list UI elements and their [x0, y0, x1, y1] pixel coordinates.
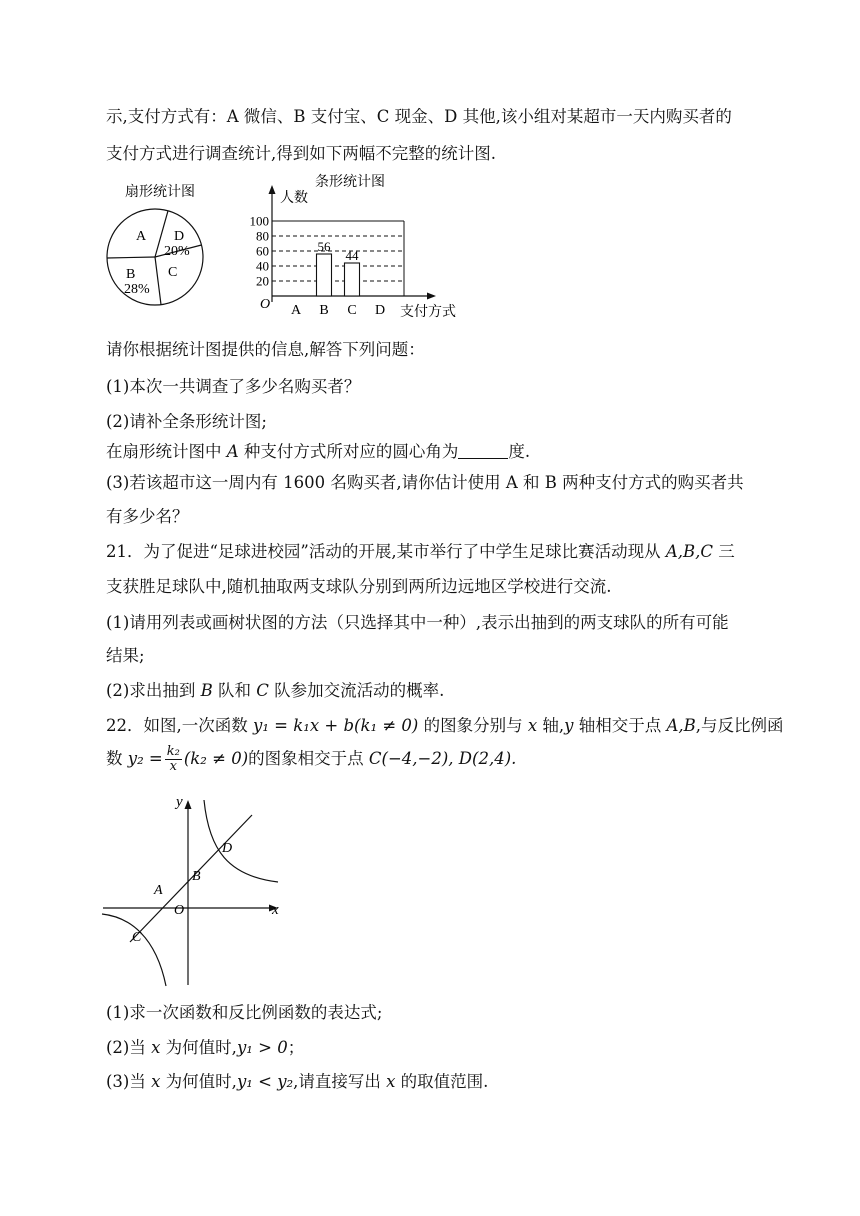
graph-point-d: D — [222, 841, 233, 856]
q2b-end: 度. — [508, 442, 531, 461]
bar-ytick-label: 80 — [256, 228, 269, 244]
q2b-pre: 在扇形统计图中 — [106, 442, 227, 461]
pie-label-b: B — [126, 267, 136, 282]
bar — [345, 263, 360, 296]
p22-number: 22． — [106, 716, 144, 735]
p22-text-5: ,与反比例函 — [695, 716, 784, 735]
p22-q2-expr: y₁ > 0 — [236, 1038, 288, 1057]
graph-point-b: B — [192, 869, 201, 884]
p21-q2-pre: (2)求出抽到 — [106, 681, 201, 700]
bar-origin: O — [260, 297, 271, 312]
intro-line-1: 示,支付方式有：A 微信、B 支付宝、C 现金、D 其他,该小组对某超市一天内购买者的 — [106, 107, 732, 126]
p22-q3-mid2: ,请直接写出 — [293, 1072, 387, 1091]
p22-q3-pre: (3)当 — [106, 1072, 152, 1091]
q2: (2)请补全条形统计图; — [106, 412, 267, 431]
bar-ytick-label: 100 — [249, 213, 269, 229]
p21-q2-c: C — [256, 681, 269, 700]
p22-line-2 — [106, 744, 516, 774]
fraction-numerator: k₂ — [166, 744, 180, 759]
intro-line-2: 支付方式进行调查统计,得到如下两幅不完整的统计图. — [106, 144, 496, 163]
bar-title: 条形统计图 — [315, 175, 385, 190]
bar-xlabel: 支付方式 — [400, 305, 456, 320]
pie-divider-left — [107, 257, 155, 258]
answer-blank[interactable] — [458, 444, 508, 459]
pie-label-d: D — [174, 229, 185, 244]
fraction-denominator: x — [169, 759, 177, 774]
bar-x-arrow — [427, 293, 436, 300]
p22-q2-end: ； — [287, 1038, 305, 1057]
q2b-post: 种支付方式所对应的圆心角为 — [238, 442, 459, 461]
p21-number: 21． — [106, 542, 144, 561]
bar-ytick-label: 60 — [256, 243, 269, 259]
bar — [317, 254, 332, 296]
q2b-var: A — [226, 442, 239, 461]
p22-text-3: 轴, — [537, 716, 565, 735]
pie-chart — [100, 180, 220, 312]
p21-q2-b: B — [200, 681, 213, 700]
q-intro: 请你根据统计图提供的信息,解答下列问题： — [106, 340, 425, 359]
p22-y2: y₂ = — [127, 749, 163, 768]
bar-chart — [240, 168, 470, 320]
p22-k2-condition: (k₂ ≠ 0) — [183, 749, 249, 768]
q3a: (3)若该超市这一周内有 1600 名购买者,请你估计使用 A 和 B 两种支付方式的购买者共 — [106, 473, 744, 492]
p21-q1b: 结果; — [106, 646, 145, 665]
pie-label-c: C — [168, 265, 178, 280]
p22-text-4: 轴相交于点 — [573, 716, 667, 735]
p22-x-var: x — [527, 716, 538, 735]
bar-category-label: B — [319, 303, 329, 318]
q2b — [106, 438, 530, 462]
graph-point-c: C — [132, 930, 142, 945]
linear-function-line — [130, 815, 252, 942]
p22-q3-mid: 为何值时, — [160, 1072, 237, 1091]
bar-ytick-label: 40 — [256, 258, 269, 274]
p22-text-1: 如图,一次函数 — [143, 716, 253, 735]
p22-line-1 — [106, 712, 784, 736]
bar-y-arrow — [269, 185, 276, 194]
p22-q1: (1)求一次函数和反比例函数的表达式; — [106, 1003, 383, 1022]
graph-origin-label: O — [174, 903, 185, 918]
p22-q3-expr: y₁ < y₂ — [236, 1072, 294, 1091]
q3b: 有多少名？ — [106, 507, 189, 526]
pie-title: 扇形统计图 — [125, 185, 195, 200]
bar-category-label: A — [290, 303, 302, 318]
p22-points-ab: A,B — [666, 716, 696, 735]
p22-q3-x: x — [151, 1072, 161, 1091]
graph-x-label: x — [272, 902, 279, 918]
graph-y-label: y — [176, 794, 183, 810]
function-graph — [100, 790, 290, 990]
pie-label-a: A — [136, 229, 147, 244]
p22-q2-x: x — [151, 1038, 161, 1057]
hyperbola-branch-3 — [102, 914, 166, 986]
p21-q2-mid: 队和 — [212, 681, 257, 700]
bar-value-label: 56 — [317, 239, 331, 254]
p21-vars: A,B,C — [665, 542, 714, 561]
bar-ylabel: 人数 — [280, 191, 308, 206]
p21-q1a: (1)请用列表或画树状图的方法（只选择其中一种）,表示出抽到的两支球队的所有可能 — [106, 613, 729, 632]
p22-y-var: y — [564, 716, 574, 735]
pie-pct-d: 20% — [164, 244, 190, 259]
bar-category-label: C — [347, 303, 357, 318]
p21-q2-post: 队参加交流活动的概率. — [268, 681, 445, 700]
p22-linear-formula: y₁ = k₁x + b(k₁ ≠ 0) — [253, 716, 419, 735]
p21-line-1 — [106, 538, 735, 562]
p21-q2 — [106, 677, 444, 701]
p22-q2 — [106, 1034, 304, 1058]
graph-point-a: A — [154, 883, 163, 898]
bar-category-label: D — [374, 303, 386, 318]
p21-text-a: 为了促进“足球进校园”活动的开展,某市举行了中学生足球比赛活动现从 — [143, 542, 666, 561]
q1: (1)本次一共调查了多少名购买者？ — [106, 377, 361, 396]
p22-fraction — [165, 745, 182, 774]
p22-q2-pre: (2)当 — [106, 1038, 152, 1057]
p22-text-7: 的图象相交于点 — [248, 749, 369, 768]
p22-text-6: 数 — [106, 749, 128, 768]
bar-value-label: 44 — [345, 248, 359, 263]
p21-line-2: 支获胜足球队中,随机抽取两支球队分别到两所边远地区学校进行交流. — [106, 577, 612, 596]
p22-q2-mid: 为何值时, — [160, 1038, 237, 1057]
p22-text-2: 的图象分别与 — [418, 716, 528, 735]
bar-ytick-label: 20 — [256, 273, 269, 289]
hyperbola-branch-1 — [204, 800, 278, 882]
p22-q3 — [106, 1068, 488, 1092]
p22-q3-x2: x — [386, 1072, 396, 1091]
p22-points-cd: C(−4,−2), D(2,4). — [368, 749, 517, 768]
pie-divider-bottom — [155, 257, 161, 305]
pie-pct-b: 28% — [124, 282, 150, 297]
graph-y-arrow — [185, 800, 192, 809]
p21-text-a-end: 三 — [713, 542, 735, 561]
p22-q3-end: 的取值范围. — [395, 1072, 489, 1091]
